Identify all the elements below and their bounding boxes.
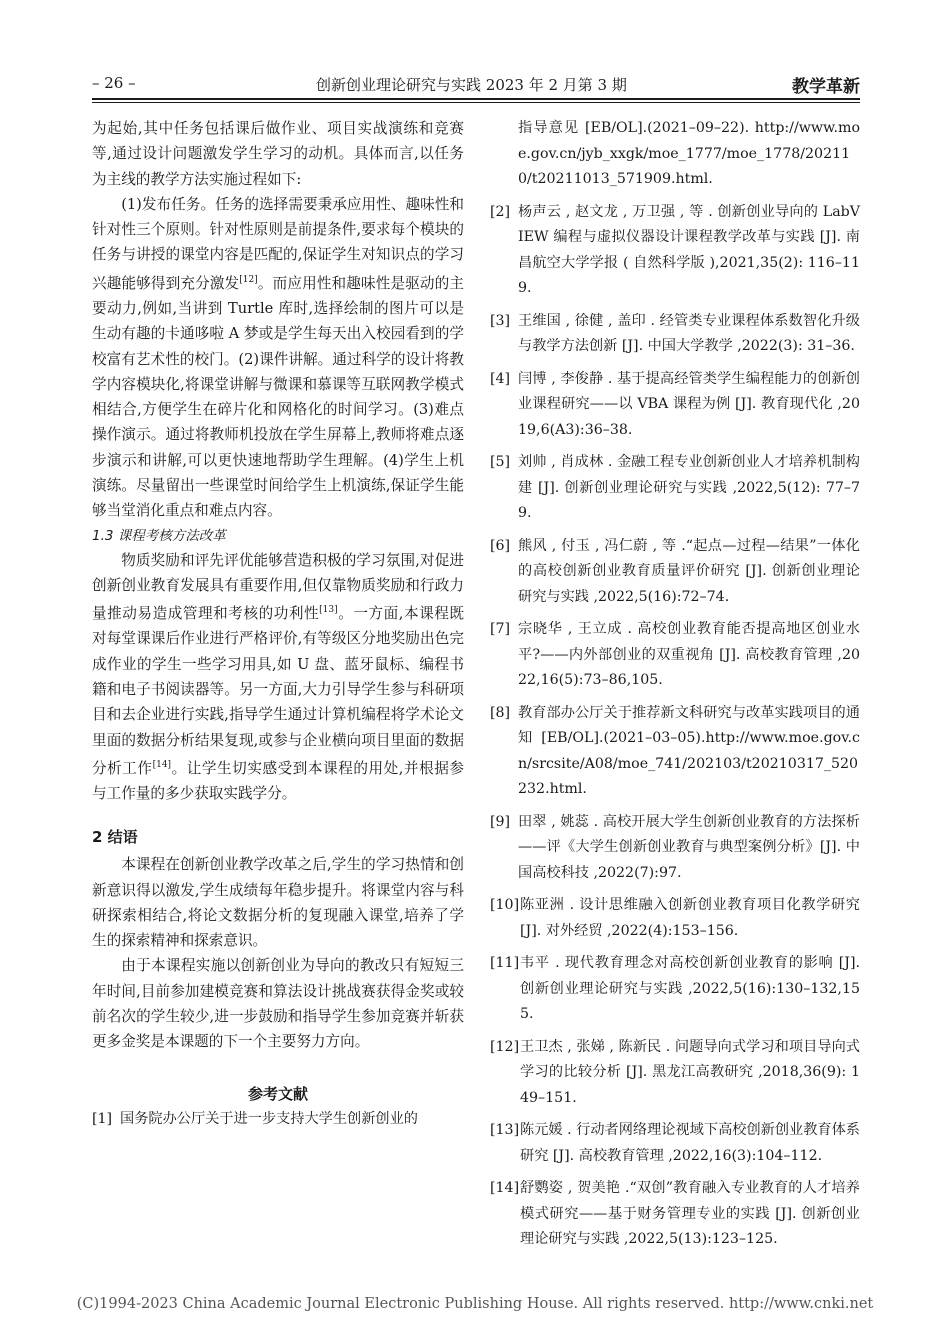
paragraph-conclusion-2: 由于本课程实施以创新创业为导向的教改只有短短三年时间,目前参加建模竞赛和算法设计挑战赛获得金奖或较前名次的学生较少,进一步鼓励和指导学生参加竞赛并斩获更多金奖是本课题的下一个主要努力方向。 bbox=[92, 957, 464, 1051]
reference-text: 王维国 , 徐健 , 盖印 . 经管类专业课程体系数智化升级与教学方法创新 [J]. 中国大学教学 ,2022(3): 31–36. bbox=[518, 312, 860, 354]
copyright-footer: (C)1994-2023 China Academic Journal Electronic Publishing House. All rights reserved. http://www.cnki.net bbox=[76, 1296, 874, 1312]
reference-number: [5] bbox=[490, 454, 511, 470]
section-label: 教学革新 bbox=[792, 77, 860, 97]
header-rule bbox=[92, 98, 860, 103]
reference-text: 刘帅 , 肖成林 . 金融工程专业创新创业人才培养机制构建 [J]. 创新创业理论研究与实践 ,2022,5(12): 77–79. bbox=[518, 454, 860, 521]
assessment-text-a: 物质奖励和评先评优能够营造积极的学习氛围,对促进创新创业教育发展具有重要作用,但仅靠物质奖励和行政力量推动易造成管理和考核的功利性 bbox=[92, 551, 464, 623]
reference-number: [12] bbox=[490, 1038, 520, 1055]
reference-text: 教育部办公厅关于推荐新文科研究与改革实践项目的通知 [EB/OL].(2021–03–05).http://www.moe.gov.cn/srcsite/A08/moe_741/202103/t20210317_520232.html. bbox=[518, 704, 860, 797]
reference-item bbox=[490, 1035, 860, 1112]
reference-item bbox=[92, 1107, 464, 1131]
reference-item bbox=[490, 1118, 860, 1169]
reference-number: [10] bbox=[490, 897, 520, 913]
right-column bbox=[490, 116, 860, 1260]
reference-list bbox=[490, 200, 860, 1253]
reference-text: 田翠 , 姚蕊 . 高校开展大学生创新创业教育的方法探析——评《大学生创新创业教育与典型案例分析》[J]. 中国高校科技 ,2022(7):97. bbox=[518, 813, 860, 881]
reference-number: [6] bbox=[490, 537, 511, 554]
reference-number: [11] bbox=[490, 955, 520, 971]
reference-text: 国务院办公厅关于进一步支持大学生创新创业的 bbox=[120, 1110, 418, 1127]
reference-item bbox=[490, 893, 860, 944]
reference-item bbox=[490, 450, 860, 527]
paragraph-intro: 为起始,其中任务包括课后做作业、项目实战演练和竞赛等,通过设计问题激发学生学习的动机。具体而言,以任务为主线的教学方法实施过程如下: bbox=[92, 120, 464, 188]
reference-number: [4] bbox=[490, 370, 511, 387]
reference-number-spacer bbox=[490, 116, 518, 193]
reference-item bbox=[490, 309, 860, 360]
reference-text: 熊风 , 付玉 , 冯仁蔚 , 等 .“起点—过程—结果”一体化的高校创新创业教育质量评价研究 [J]. 创新创业理论研究与实践 ,2022,5(16):72–74. bbox=[518, 537, 860, 605]
reference-number: [8] bbox=[490, 704, 511, 721]
reference-text: 舒鹦姿 , 贺美艳 .“双创”教育融入专业教育的人才培养模式研究——基于财务管理专业的实践 [J]. 创新创业理论研究与实践 ,2022,5(13):123–125. bbox=[520, 1180, 860, 1247]
task-steps-text-a: (1)发布任务。任务的选择需要秉承应用性、趣味性和针对性三个原则。针对性原则是前提条件,要求每个模块的任务与讲授的课堂内容是匹配的,保证学生对知识点的学习兴趣能够得到充分激发 bbox=[92, 195, 464, 292]
paragraph-conclusion-1: 本课程在创新创业教学改革之后,学生的学习热情和创新意识得以激发,学生成绩每年稳步提升。将课堂内容与科研探索相结合,将论文数据分析的复现融入课堂,培养了学生的探索精神和探索意识。 bbox=[92, 856, 464, 950]
reference-number: [9] bbox=[490, 813, 511, 830]
reference-item bbox=[490, 367, 860, 444]
reference-item bbox=[490, 617, 860, 694]
reference-text: 陈亚洲 . 设计思维融入创新创业教育项目化教学研究 [J]. 对外经贸 ,2022(4):153–156. bbox=[520, 897, 860, 939]
reference-item bbox=[490, 1176, 860, 1253]
reference-text: 杨声云 , 赵文龙 , 万卫强 , 等 . 创新创业导向的 LabVIEW 编程与虚拟仪器设计课程教学改革与实践 [J]. 南昌航空大学学报 ( 自然科学版 ),2021,35(2): 116–119. bbox=[518, 203, 860, 296]
page-header bbox=[0, 0, 950, 106]
reference-item bbox=[490, 534, 860, 611]
citation-13: [13] bbox=[319, 605, 338, 616]
reference-text: 陈元媛 . 行动者网络理论视域下高校创新创业教育体系研究 [J]. 高校教育管理 ,2022,16(3):104–112. bbox=[520, 1122, 860, 1164]
citation-12: [12] bbox=[239, 274, 258, 285]
reference-number: [1] bbox=[92, 1110, 113, 1127]
left-column bbox=[92, 116, 464, 1131]
section-heading-conclusion: 2 结语 bbox=[92, 828, 138, 847]
subsection-heading: 1.3 课程考核方法改革 bbox=[92, 527, 226, 544]
reference-text: 闫博 , 李俊静 . 基于提高经管类学生编程能力的创新创业课程研究——以 VBA 课程为例 [J]. 教育现代化 ,2019,6(A3):36–38. bbox=[518, 370, 860, 438]
reference-number: [2] bbox=[490, 203, 511, 220]
references-heading: 参考文献 bbox=[247, 1084, 308, 1103]
reference-item bbox=[490, 200, 860, 302]
reference-number: [14] bbox=[490, 1180, 520, 1196]
paragraph-task-steps bbox=[92, 192, 464, 524]
reference-text: 韦平 . 现代教育理念对高校创新创业教育的影响 [J]. 创新创业理论研究与实践 ,2022,5(16):130–132,155. bbox=[520, 955, 860, 1022]
reference-number: [13] bbox=[490, 1122, 520, 1138]
reference-text: 宗晓华 , 王立成 . 高校创业教育能否提高地区创业水平?——内外部创业的双重视角 [J]. 高校教育管理 ,2022,16(5):73–86,105. bbox=[518, 621, 860, 688]
reference-number: [3] bbox=[490, 312, 511, 329]
reference-item bbox=[490, 701, 860, 803]
paragraph-assessment bbox=[92, 548, 464, 807]
page-number: – 26 – bbox=[92, 74, 136, 92]
task-steps-text-b: 。而应用性和趣味性是驱动的主要动力,例如,当讲到 Turtle 库时,选择绘制的图片可以是生动有趣的卡通哆啦 A 梦或是学生每天出入校园看到的学校富有艺术性的校门。(2)课件讲解。通过科学的设计将教学内容模块化,将课堂讲解与微课和慕课等互联网教学模式相结合,方便学生在碎片化和网格化的时间学习。(3)难点操作演示。通过将教师机投放在学生屏幕上,教师将难点逐步演示和讲解,可以更快速地帮助学生理解。(4)学生上机演练。尽量留出一些课堂时间给学生上机演练,保证学生能够当堂消化重点和难点内容。 bbox=[92, 274, 464, 520]
citation-14: [14] bbox=[152, 759, 172, 770]
reference-text: 王卫杰 , 张娣 , 陈新民 . 问题导向式学习和项目导向式学习的比较分析 [J]. 黑龙江高教研究 ,2018,36(9): 149–151. bbox=[520, 1038, 860, 1106]
reference-item bbox=[490, 810, 860, 887]
assessment-text-c: 。让学生切实感受到本课程的用处,并根据参与工作量的多少获取实践学分。 bbox=[92, 759, 464, 802]
reference-item bbox=[490, 116, 860, 193]
assessment-text-b: 。一方面,本课程既对每堂课课后作业进行严格评价,有等级区分地奖励出色完成作业的学生一些学习用具,如 U 盘、蓝牙鼠标、编程书籍和电子书阅读器等。另一方面,大力引导学生参与科研项目和去企业进行实践,指导学生通过计算机编程将学术论文里面的数据分析结果复现,或参与企业横向项目里面的数据分析工作 bbox=[92, 605, 464, 777]
reference-number: [7] bbox=[490, 621, 511, 637]
reference-text: 指导意见 [EB/OL].(2021–09–22). http://www.moe.gov.cn/jyb_xxgk/moe_1777/moe_1778/202110/t20211013_571909.html. bbox=[518, 120, 860, 187]
reference-item bbox=[490, 951, 860, 1028]
journal-title: 创新创业理论研究与实践 2023 年 2 月第 3 期 bbox=[316, 76, 627, 94]
